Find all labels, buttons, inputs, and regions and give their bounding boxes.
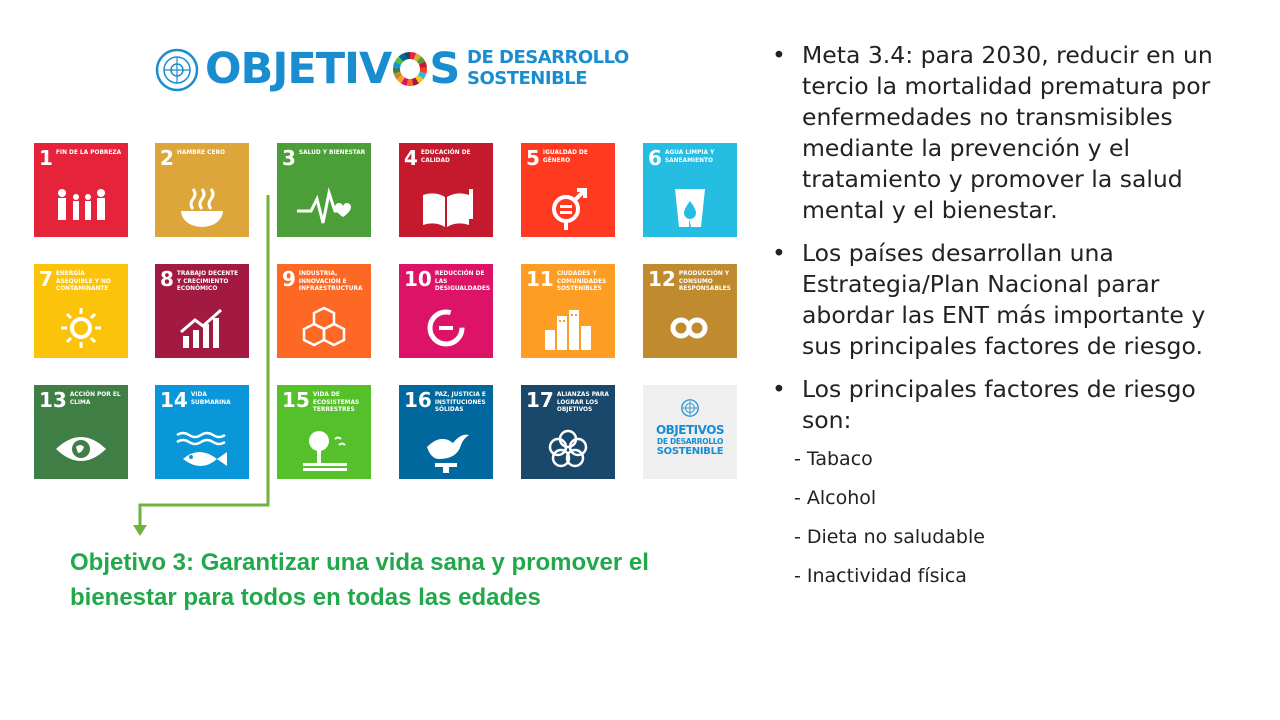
risk-factor-item: - Dieta no saludable <box>794 526 985 548</box>
book-icon <box>417 183 475 231</box>
dove-icon <box>417 425 475 473</box>
sdg-tile-number: 6 <box>648 146 662 170</box>
sdg-tile-label: ENERGÍA ASEQUIBLE Y NO CONTAMINANTE <box>55 269 111 292</box>
sdg-logo-line2: DE DESARROLLO <box>656 437 724 446</box>
sdg-tile-number: 16 <box>404 388 432 412</box>
sdg-tile-number: 9 <box>282 267 296 291</box>
sdg-tile-label: EDUCACIÓN DE CALIDAD <box>420 148 471 164</box>
sdg-tile-label: SALUD Y BIENESTAR <box>298 148 366 156</box>
bullet-national-plan: • Los países desarrollan una Estrategia/Plan Nacional parar abordar las ENT más importante y sus principales factores de riesgo. <box>770 238 1250 362</box>
sdg-tile-7 <box>34 264 128 358</box>
sdg-tile-label: PAZ, JUSTICIA E INSTITUCIONES SÓLIDAS <box>434 390 486 413</box>
sdg-tile-4 <box>399 143 493 237</box>
sdg-tile-label: REDUCCIÓN DE LAS DESIGUALDADES <box>434 269 491 292</box>
sdg-tile-6 <box>643 143 737 237</box>
sdg-tile-number: 11 <box>526 267 554 291</box>
goal-3-caption: Objetivo 3: Garantizar una vida sana y promover el bienestar para todos en todas las edades <box>70 549 649 611</box>
sdg-tile-number: 15 <box>282 388 310 412</box>
sdg-tile-label: PRODUCCIÓN Y CONSUMO RESPONSABLES <box>678 269 731 292</box>
sdg-tile-11 <box>521 264 615 358</box>
sdg-logo-line3: SOSTENIBLE <box>656 446 724 457</box>
family-icon <box>52 183 110 231</box>
sdg-tile-number: 1 <box>39 146 53 170</box>
logo-subtitle: DE DESARROLLO SOSTENIBLE <box>467 47 629 89</box>
bullet-risk-factors: • Los principales factores de riesgo son: <box>770 374 1250 436</box>
sdg-tile-label: HAMBRE CERO <box>176 148 225 156</box>
bullet-meta-3-4: • Meta 3.4: para 2030, reducir en un tercio la mortalidad prematura por enfermedades no transmisibles mediante la prevención y el tratamiento y promover la salud mental y el bienestar. <box>770 40 1250 226</box>
sdg-tile-number: 2 <box>160 146 174 170</box>
gender-icon <box>539 183 597 231</box>
sdg-tile-label: AGUA LIMPIA Y SANEAMIENTO <box>664 148 715 164</box>
sdg-tile-label: ACCIÓN POR EL CLIMA <box>69 390 121 406</box>
sdg-tile-15 <box>277 385 371 479</box>
un-emblem-icon <box>155 48 199 92</box>
logo-title: OBJETIV S <box>205 44 460 94</box>
infinity-icon <box>661 304 719 352</box>
sdg-tile-number: 3 <box>282 146 296 170</box>
sdg-tile-3 <box>277 143 371 237</box>
risk-factor-item: - Tabaco <box>794 448 873 470</box>
connector-arrow <box>128 193 278 538</box>
sdg-tile-9 <box>277 264 371 358</box>
sdg-logo-line1: OBJETIVOS <box>655 423 725 437</box>
sdg-logo-tile <box>643 385 737 479</box>
sdg-tile-16 <box>399 385 493 479</box>
un-emblem-icon <box>681 399 699 417</box>
risk-factor-item: - Inactividad física <box>794 565 967 587</box>
sun-icon <box>52 304 110 352</box>
sdg-tile-13 <box>34 385 128 479</box>
sdg-tile-number: 7 <box>39 267 53 291</box>
sdg-tile-label: INDUSTRIA, INNOVACIÓN E INFRAESTRUCTURA <box>298 269 363 292</box>
sdg-tile-number: 13 <box>39 388 67 412</box>
sdg-tile-label: FIN DE LA POBREZA <box>55 148 122 156</box>
sdg-tile-label: VIDA SUBMARINA <box>190 390 231 406</box>
sdg-tile-17 <box>521 385 615 479</box>
sdg-tile-label: VIDA DE ECOSISTEMAS TERRESTRES <box>312 390 360 413</box>
sdg-tile-5 <box>521 143 615 237</box>
sdg-header-logo <box>155 44 629 94</box>
city-icon <box>539 304 597 352</box>
sdg-tile-number: 12 <box>648 267 676 291</box>
sdg-tile-10 <box>399 264 493 358</box>
water-icon <box>661 183 719 231</box>
sdg-tile-label: IGUALDAD DE GÉNERO <box>542 148 588 164</box>
sdg-tile-number: 14 <box>160 388 188 412</box>
sdg-tile-12 <box>643 264 737 358</box>
eye-globe-icon <box>52 425 110 473</box>
equality-icon <box>417 304 475 352</box>
sdg-tile-label: ALIANZAS PARA LOGRAR LOS OBJETIVOS <box>556 390 609 413</box>
sdg-tile-label: TRABAJO DECENTE Y CRECIMIENTO ECONÓMICO <box>176 269 239 292</box>
bullet-list <box>770 40 1250 596</box>
sdg-tile-number: 8 <box>160 267 174 291</box>
sdg-tile-number: 17 <box>526 388 554 412</box>
sdg-wheel-icon <box>392 51 428 87</box>
sdg-tile-1 <box>34 143 128 237</box>
sdg-tile-number: 4 <box>404 146 418 170</box>
risk-factor-item: - Alcohol <box>794 487 877 509</box>
sdg-tile-number: 10 <box>404 267 432 291</box>
tree-icon <box>295 425 353 473</box>
sdg-tile-number: 5 <box>526 146 540 170</box>
heartbeat-icon <box>295 183 353 231</box>
cubes-icon <box>295 304 353 352</box>
sdg-tile-label: CIUDADES Y COMUNIDADES SOSTENIBLES <box>556 269 607 292</box>
rings-icon <box>539 425 597 473</box>
